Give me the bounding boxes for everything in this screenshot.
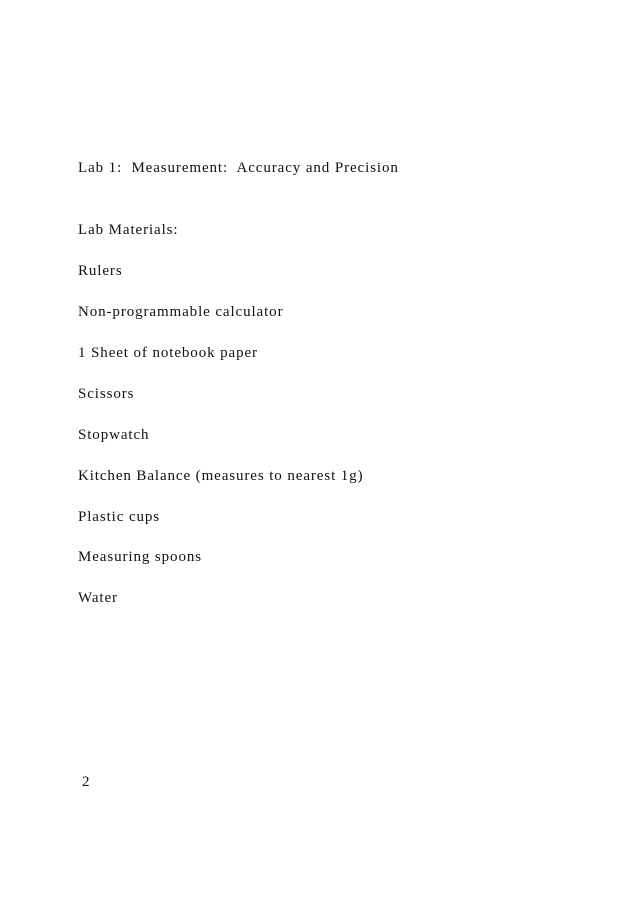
- material-item-water: Water: [78, 590, 118, 606]
- lab-title: Lab 1: Measurement: Accuracy and Precision: [78, 160, 399, 176]
- material-item-rulers: Rulers: [78, 263, 123, 279]
- material-item-plastic-cups: Plastic cups: [78, 509, 161, 525]
- material-item-measuring-spoons: Measuring spoons: [78, 549, 202, 565]
- material-item-stopwatch: Stopwatch: [78, 427, 150, 443]
- material-item-scissors: Scissors: [78, 386, 135, 402]
- material-item-calculator: Non-programmable calculator: [78, 304, 284, 320]
- material-item-notebook-paper: 1 Sheet of notebook paper: [78, 345, 258, 361]
- page-number: 2: [82, 774, 91, 790]
- material-item-kitchen-balance: Kitchen Balance (measures to nearest 1g): [78, 468, 364, 484]
- materials-heading: Lab Materials:: [78, 222, 179, 238]
